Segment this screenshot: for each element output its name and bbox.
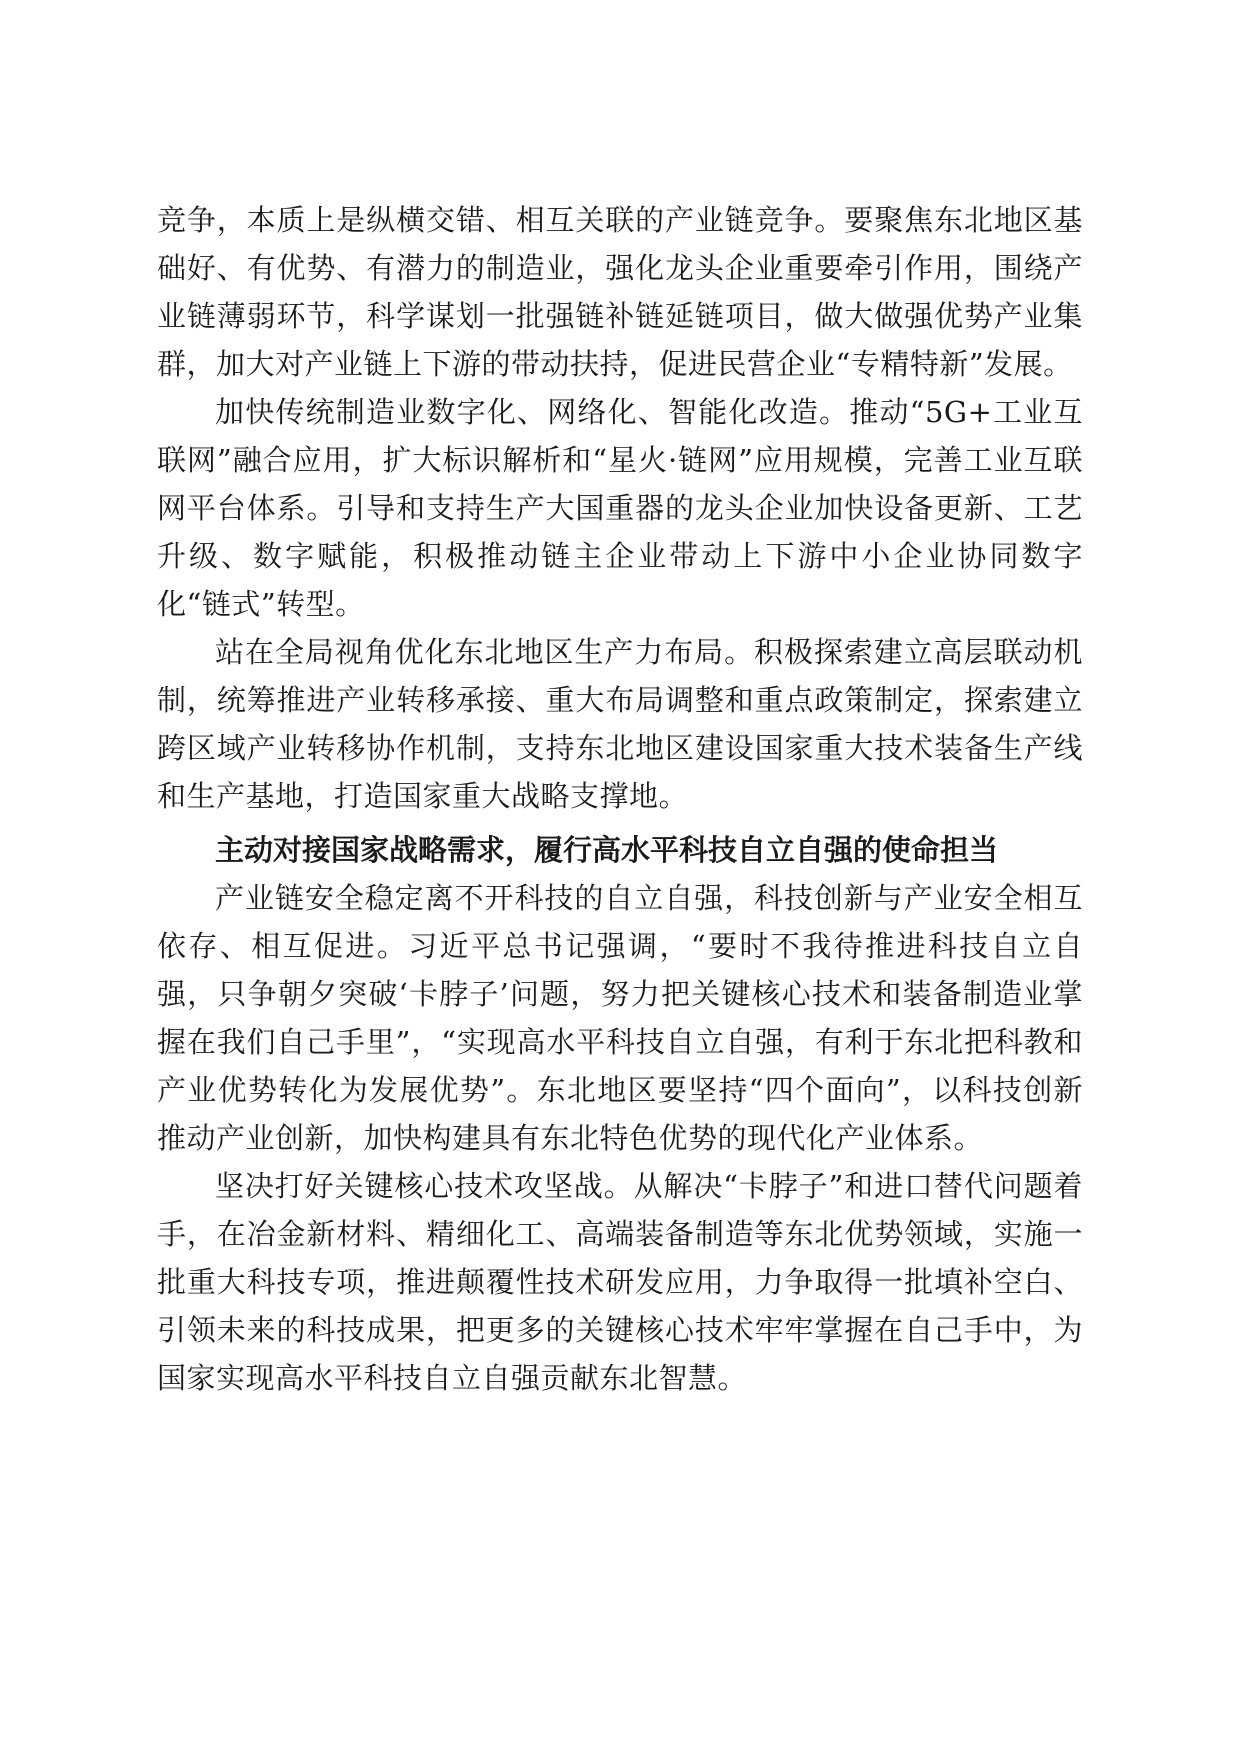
paragraph-digital-transformation: 加快传统制造业数字化、网络化、智能化改造。推动“5G+工业互联网”融合应用，扩大标识解析和“星火·链网”应用规模，完善工业互联网平台体系。引导和支持生产大国重器的龙头企业加快设备更新、工艺升级、数字赋能，积极推动链主企业带动上下游中小企业协同数字化“链式”转型。 bbox=[157, 395, 1083, 621]
paragraph-key-technologies: 坚决打好关键核心技术攻坚战。从解决“卡脖子”和进口替代问题着手，在冶金新材料、精细化工、高端装备制造等东北优势领域，实施一批重大科技专项，推进颠覆性技术研发应用，力争取得一批填补空白、引领未来的科技成果，把更多的关键核心技术牢牢掌握在自己手中，为国家实现高水平科技自立自强贡献东北智慧。 bbox=[157, 1169, 1083, 1395]
paragraph-tech-self-reliance: 产业链安全稳定离不开科技的自立自强，科技创新与产业安全相互依存、相互促进。习近平总书记强调，“要时不我待推进科技自立自强，只争朝夕突破‘卡脖子’问题，努力把关键核心技术和装备制造业掌握在我们自己手里”，“实现高水平科技自立自强，有利于东北把科教和产业优势转化为发展优势”。东北地区要坚持“四个面向”，以科技创新推动产业创新，加快构建具有东北特色优势的现代化产业体系。 bbox=[157, 881, 1083, 1155]
document-page bbox=[157, 196, 1083, 1402]
section-heading: 主动对接国家战略需求，履行高水平科技自立自强的使命担当 bbox=[215, 833, 999, 867]
paragraph-continued: 竞争，本质上是纵横交错、相互关联的产业链竞争。要聚焦东北地区基础好、有优势、有潜力的制造业，强化龙头企业重要牵引作用，围绕产业链薄弱环节，科学谋划一批强链补链延链项目，做大做强优势产业集群，加大对产业链上下游的带动扶持，促进民营企业“专精特新”发展。 bbox=[157, 203, 1083, 381]
paragraph-productivity-layout: 站在全局视角优化东北地区生产力布局。积极探索建立高层联动机制，统筹推进产业转移承接、重大布局调整和重点政策制定，探索建立跨区域产业转移协作机制，支持东北地区建设国家重大技术装备生产线和生产基地，打造国家重大战略支撑地。 bbox=[157, 635, 1083, 813]
